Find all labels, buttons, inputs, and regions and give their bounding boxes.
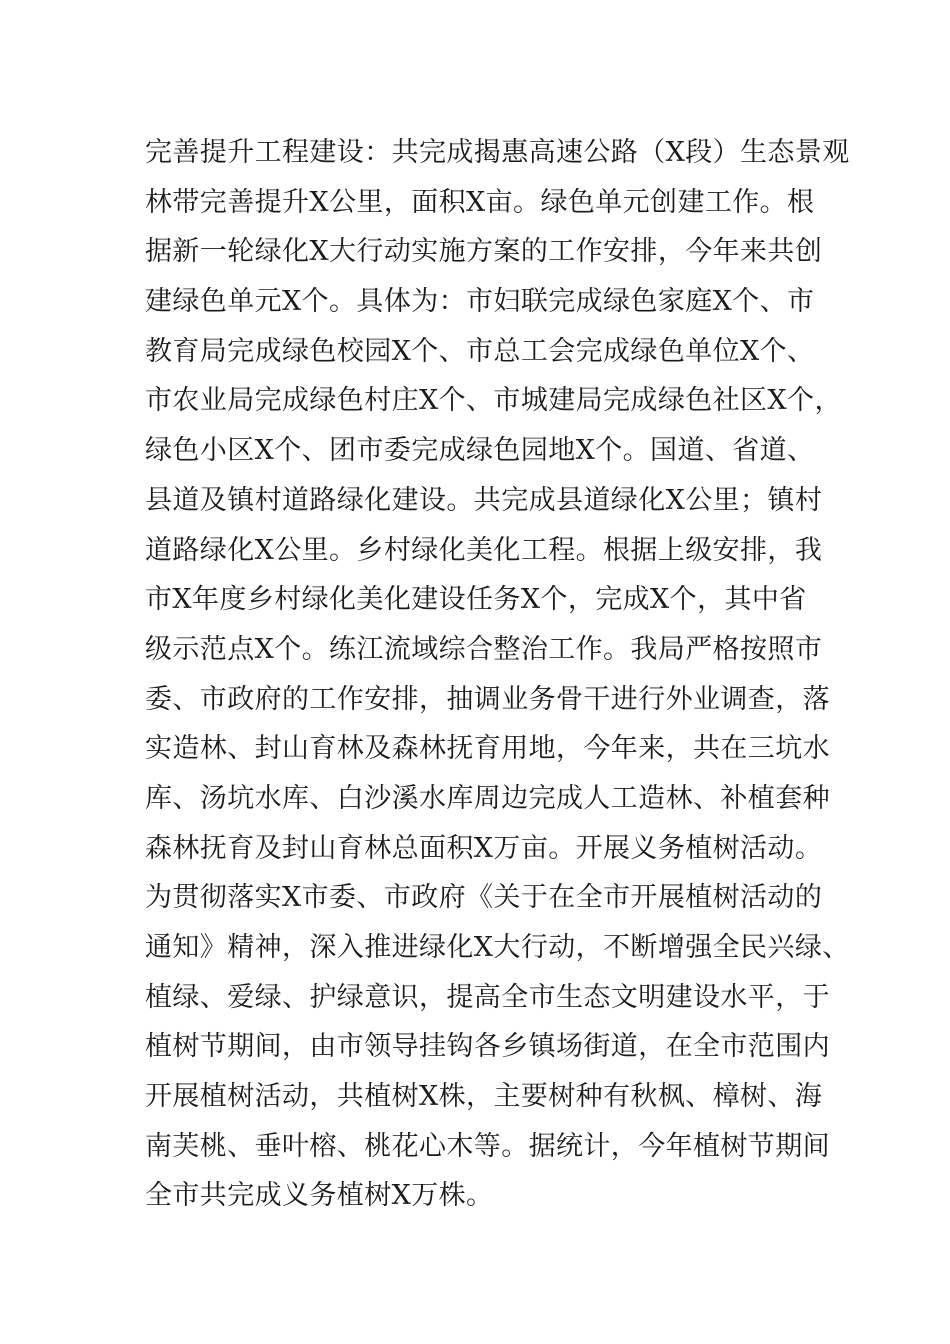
text-line: 县道及镇村道路绿化建设。共完成县道绿化X公里；镇村 [145, 484, 823, 516]
text-line: 通知》精神，深入推进绿化X大行动，不断增强全民兴绿、 [145, 932, 850, 963]
text-line: 植树节期间，由市领导挂钩各乡镇场街道，在全市范围内 [145, 1031, 830, 1063]
text-line: 为贯彻落实X市委、市政府《关于在全市开展植树活动的 [145, 882, 823, 914]
text-line: 库、汤坑水库、白沙溪水库周边完成人工造林、补植套种 [145, 782, 830, 814]
text-line: 植绿、爱绿、护绿意识，提高全市生态文明建设水平，于 [145, 981, 830, 1013]
text-line: 市农业局完成绿色村庄X个、市城建局完成绿色社区X个， [145, 385, 842, 417]
text-line: 教育局完成绿色校园X个、市总工会完成绿色单位X个、 [145, 335, 815, 367]
body-paragraph [145, 128, 850, 1221]
text-line: 林带完善提升X公里，面积X亩。绿色单元创建工作。根 [145, 186, 815, 218]
text-line: 建绿色单元X个。具体为：市妇联完成绿色家庭X个、市 [145, 286, 815, 318]
text-line: 南芙桃、垂叶榕、桃花心木等。据统计，今年植树节期间 [145, 1130, 830, 1162]
text-line: 全市共完成义务植树X万株。 [145, 1180, 494, 1212]
text-line: 市X年度乡村绿化美化建设任务X个，完成X个，其中省 [145, 584, 807, 616]
text-line: 据新一轮绿化X大行动实施方案的工作安排，今年来共创 [145, 236, 823, 268]
text-line: 级示范点X个。练江流域综合整治工作。我局严格按照市 [145, 633, 823, 665]
text-line: 完善提升工程建设：共完成揭惠高速公路（X段）生态景观 [145, 137, 850, 168]
text-line: 森林抚育及封山育林总面积X万亩。开展义务植树活动。 [145, 832, 823, 864]
text-line: 开展植树活动，共植树X株，主要树种有秋枫、樟树、海 [145, 1081, 823, 1113]
text-line: 绿色小区X个、团市委完成绿色园地X个。国道、省道、 [145, 435, 815, 467]
text-line: 道路绿化X公里。乡村绿化美化工程。根据上级安排，我 [145, 534, 823, 566]
text-line: 委、市政府的工作安排，抽调业务骨干进行外业调查，落 [145, 683, 830, 715]
text-line: 实造林、封山育林及森林抚育用地，今年来，共在三坑水 [145, 733, 830, 765]
